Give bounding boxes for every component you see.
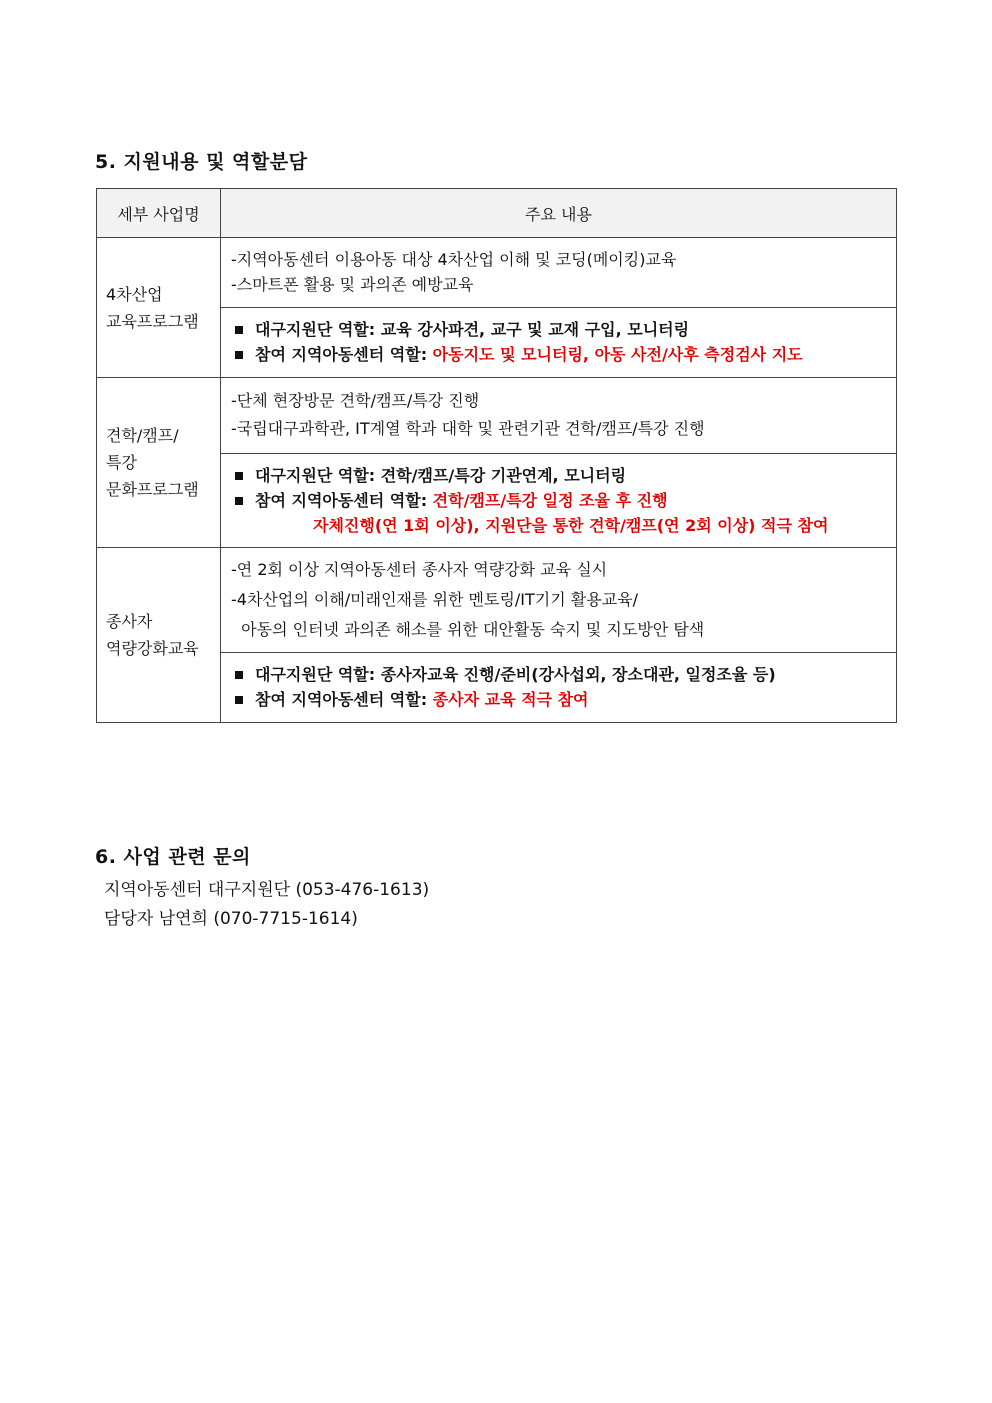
role-line-center [231,342,886,367]
category-line: 교육프로그램 [106,311,199,331]
content-description [221,378,896,453]
category-line: 4차산업 [106,284,163,304]
role-line-center [231,488,886,513]
bullet-square-icon [235,326,243,334]
content-cell [221,238,897,378]
header-program-name: 세부 사업명 [97,189,221,238]
section-5-title: 5. 지원내용 및 역할분담 [95,151,308,173]
role-text-red: 종사자 교육 적극 참여 [427,690,589,709]
role-box [221,307,896,377]
section-6-title: 6. 사업 관련 문의 [95,846,251,868]
category-line: 역량강화교육 [106,639,199,658]
content-line: -국립대구과학관, IT계열 학과 대학 및 관련기관 견학/캠프/특강 진행 [231,419,705,438]
role-box [221,453,896,547]
role-label: 참여 지역아동센터 역할: [255,491,428,510]
content-cell [221,548,897,723]
content-line: -단체 현장방문 견학/캠프/특강 진행 [231,391,480,410]
role-label: 대구지원단 역할: [255,466,376,485]
role-text: 견학/캠프/특강 기관연계, 모니터링 [375,466,627,485]
category-cell [97,238,221,378]
role-box [221,652,896,722]
category-cell [97,548,221,723]
bullet-square-icon [235,671,243,679]
content-cell [221,378,897,548]
content-line: 아동의 인터넷 과의존 해소를 위한 대안활동 숙지 및 지도방안 탐색 [231,620,705,639]
role-text-red: 아동지도 및 모니터링, 아동 사전/사후 측정검사 지도 [427,345,803,364]
content-line: -4차산업의 이해/미래인재를 위한 멘토링/IT기기 활용교육/ [231,590,638,609]
table-row [97,378,897,548]
role-label: 대구지원단 역할: [255,320,376,339]
table-row [97,548,897,723]
content-line: -스마트폰 활용 및 과의존 예방교육 [231,275,474,294]
category-line: 문화프로그램 [106,480,199,499]
table-header-row [97,189,897,238]
role-text-red: 견학/캠프/특강 일정 조율 후 진행 [427,491,668,510]
role-text: 종사자교육 진행/준비(강사섭외, 장소대관, 일정조율 등) [375,665,776,684]
role-label: 참여 지역아동센터 역할: [255,690,428,709]
bullet-square-icon [235,497,243,505]
role-table [96,188,897,723]
bullet-square-icon [235,696,243,704]
role-label: 참여 지역아동센터 역할: [255,345,428,364]
role-continuation: 자체진행(연 1회 이상), 지원단을 통한 견학/캠프(연 2회 이상) 적극 참여 [313,516,829,535]
bullet-square-icon [235,351,243,359]
role-label: 대구지원단 역할: [255,665,376,684]
category-cell [97,378,221,548]
contact-person: 담당자 남연희 (070-7715-1614) [104,909,358,929]
content-line: -지역아동센터 이용아동 대상 4차산업 이해 및 코딩(메이킹)교육 [231,250,677,269]
header-main-content: 주요 내용 [221,189,897,238]
role-line-center [231,687,886,712]
content-description [221,548,896,652]
table-row [97,238,897,378]
role-line-daegu [231,463,886,488]
role-line-daegu [231,317,886,342]
category-line: 종사자 [106,612,153,631]
content-line: -연 2회 이상 지역아동센터 종사자 역량강화 교육 실시 [231,560,608,579]
category-line: 특강 [106,453,137,472]
contact-center: 지역아동센터 대구지원단 (053-476-1613) [104,880,430,900]
role-line-daegu [231,662,886,687]
role-text: 교육 강사파견, 교구 및 교재 구입, 모니터링 [375,320,690,339]
content-description [221,238,896,307]
bullet-square-icon [235,472,243,480]
category-line: 견학/캠프/ [106,426,179,445]
